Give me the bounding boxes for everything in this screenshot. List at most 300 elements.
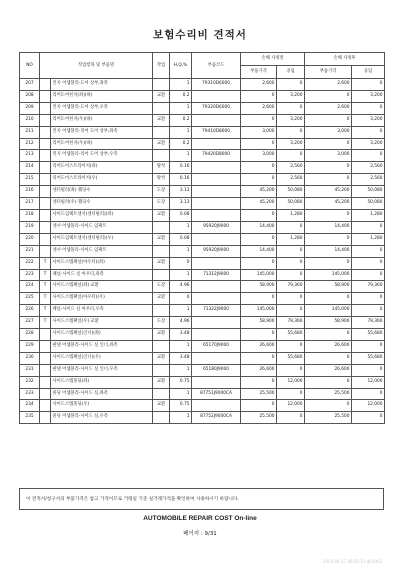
row-item: 리어도어힌지(우)(하) — [51, 114, 153, 126]
row-no: 213 — [20, 150, 40, 162]
row-flag — [40, 126, 51, 138]
price-notice: 이 견적서/청구서의 부품가격은 참고 가격이므로 거래일 기준 실거래가격을 확인하여 사용하시기 바랍니다. — [19, 488, 384, 510]
row-item: 사이드임팩트센서(센터필러)(우) — [51, 233, 153, 245]
row-parts-after: 0 — [305, 400, 352, 412]
header-no: NO — [20, 53, 40, 79]
row-code — [192, 186, 241, 198]
row-labor-before: 0 — [277, 388, 305, 400]
row-parts-before: 0 — [241, 329, 277, 341]
table-row — [20, 317, 385, 329]
row-work: 탈착 — [153, 174, 170, 186]
row-code — [192, 90, 241, 102]
row-no: 209 — [20, 102, 40, 114]
table-row — [20, 79, 385, 91]
row-labor-after: 0 — [352, 102, 385, 114]
row-code — [192, 352, 241, 364]
row-item: 패널-사이드 실 아우터,좌측 — [51, 269, 153, 281]
row-labor-before: 0 — [277, 340, 305, 352]
row-labor-after: 12,000 — [352, 400, 385, 412]
row-work — [153, 388, 170, 400]
row-code: 79320D6000 — [192, 102, 241, 114]
row-labor-after: 50,080 — [352, 198, 385, 210]
table-row — [20, 388, 385, 400]
row-flag — [40, 198, 51, 210]
row-qty: 0.08 — [170, 209, 192, 221]
row-labor-after: 0 — [352, 305, 385, 317]
row-no: 232 — [20, 376, 40, 388]
row-item: 리어도어힌지(우)(하) — [51, 138, 153, 150]
row-labor-before: 55,680 — [277, 352, 305, 364]
row-qty: 1 — [170, 269, 192, 281]
row-no: 233 — [20, 388, 40, 400]
row-no: 234 — [20, 400, 40, 412]
row-parts-after: 25,500 — [305, 412, 352, 424]
row-labor-after: 79,360 — [352, 281, 385, 293]
row-no: 221 — [20, 245, 40, 257]
row-flag: T — [40, 269, 51, 281]
row-flag — [40, 114, 51, 126]
row-parts-after: 0 — [305, 114, 352, 126]
row-labor-after: 3,200 — [352, 138, 385, 150]
row-labor-before: 12,000 — [277, 400, 305, 412]
row-parts-before: 26,600 — [241, 364, 277, 376]
row-parts-before: 26,600 — [241, 340, 277, 352]
header-after-adjust: 손해 사정후 — [305, 53, 385, 66]
row-qty: 4.96 — [170, 281, 192, 293]
row-parts-before: 14,400 — [241, 245, 277, 257]
row-parts-before: 0 — [241, 174, 277, 186]
row-labor-after: 0 — [352, 412, 385, 424]
row-flag — [40, 174, 51, 186]
table-row — [20, 305, 385, 317]
row-work — [153, 126, 170, 138]
row-work: 도장 — [153, 281, 170, 293]
row-qty: 0.2 — [170, 138, 192, 150]
row-qty: 3.48 — [170, 329, 192, 341]
row-parts-after: 0 — [305, 90, 352, 102]
row-code — [192, 138, 241, 150]
row-labor-after: 1,280 — [352, 209, 385, 221]
row-flag — [40, 352, 51, 364]
row-code — [192, 376, 241, 388]
row-labor-after: 79,360 — [352, 317, 385, 329]
row-work: 교환 — [153, 376, 170, 388]
table-row — [20, 245, 385, 257]
row-no: 229 — [20, 340, 40, 352]
row-flag — [40, 412, 51, 424]
row-labor-after: 55,680 — [352, 329, 385, 341]
row-labor-before: 2,560 — [277, 162, 305, 174]
row-flag — [40, 233, 51, 245]
row-flag — [40, 186, 51, 198]
row-parts-after: 3,000 — [305, 126, 352, 138]
row-item: 린지 어셈블리-리어 도어 상부,우측 — [51, 150, 153, 162]
row-labor-after: 0 — [352, 126, 385, 138]
row-parts-after: 25,500 — [305, 388, 352, 400]
table-row — [20, 412, 385, 424]
row-parts-after: 0 — [305, 162, 352, 174]
row-flag — [40, 138, 51, 150]
row-no: 214 — [20, 162, 40, 174]
row-labor-after: 1,280 — [352, 233, 385, 245]
row-parts-after: 0 — [305, 352, 352, 364]
row-parts-after: 26,600 — [305, 340, 352, 352]
row-labor-before: 0 — [277, 257, 305, 269]
row-parts-after: 0 — [305, 376, 352, 388]
row-flag — [40, 90, 51, 102]
row-qty: 0.2 — [170, 114, 192, 126]
row-item: 몰딩 어셈블리-사이드 실,좌측 — [51, 388, 153, 400]
table-row — [20, 233, 385, 245]
row-work — [153, 102, 170, 114]
row-parts-before: 0 — [241, 233, 277, 245]
row-labor-before: 0 — [277, 293, 305, 305]
table-row — [20, 376, 385, 388]
row-code — [192, 400, 241, 412]
row-parts-before: 0 — [241, 209, 277, 221]
row-flag — [40, 102, 51, 114]
row-parts-before: 3,000 — [241, 126, 277, 138]
row-work: 교환 — [153, 233, 170, 245]
row-qty: 1 — [170, 412, 192, 424]
row-item: 리어도어힌지(좌)(하) — [51, 90, 153, 102]
row-no: 207 — [20, 79, 40, 91]
header-labor-after: 공임 — [352, 66, 385, 79]
row-flag: T — [40, 281, 51, 293]
row-no: 212 — [20, 138, 40, 150]
row-labor-after: 2,560 — [352, 174, 385, 186]
row-item: 린지 어셈블리-도어 상부,좌측 — [51, 79, 153, 91]
row-parts-before: 0 — [241, 257, 277, 269]
row-item: 사이드스텝몰딩(우) — [51, 400, 153, 412]
row-labor-after: 3,200 — [352, 90, 385, 102]
row-labor-after: 12,000 — [352, 376, 385, 388]
row-item: 사이드스텝패널(좌) 교환 — [51, 281, 153, 293]
row-labor-before: 0 — [277, 269, 305, 281]
row-parts-after: 2,600 — [305, 79, 352, 91]
row-parts-after: 145,000 — [305, 305, 352, 317]
estimate-table — [19, 52, 385, 424]
row-labor-before: 0 — [277, 305, 305, 317]
row-work: 교환 — [153, 90, 170, 102]
table-row — [20, 209, 385, 221]
row-labor-before: 0 — [277, 364, 305, 376]
row-qty: 1 — [170, 305, 192, 317]
row-parts-before: 3,000 — [241, 150, 277, 162]
header-item: 작업항목 및 부품명 — [40, 53, 153, 79]
row-item: 린지 어셈블리-도어 상부,우측 — [51, 102, 153, 114]
row-labor-after: 0 — [352, 150, 385, 162]
row-code — [192, 233, 241, 245]
row-flag — [40, 340, 51, 352]
row-no: 226 — [20, 305, 40, 317]
row-labor-after: 0 — [352, 257, 385, 269]
row-code — [192, 209, 241, 221]
row-parts-after: 45,200 — [305, 198, 352, 210]
row-parts-before: 0 — [241, 138, 277, 150]
header-parts-price-after: 부품가격 — [305, 66, 352, 79]
row-item: 사이드스텝몰딩(좌) — [51, 376, 153, 388]
row-qty: 1 — [170, 245, 192, 257]
row-flag — [40, 388, 51, 400]
page-number: 페이지 : 9/31 — [183, 531, 217, 537]
row-parts-before: 0 — [241, 162, 277, 174]
row-item: 사이드스텝패널(인너)(좌) — [51, 329, 153, 341]
header-before-adjust: 손해 사정전 — [241, 53, 305, 66]
table-row — [20, 269, 385, 281]
row-parts-after: 58,900 — [305, 317, 352, 329]
row-work — [153, 412, 170, 424]
table-row — [20, 162, 385, 174]
table-row — [20, 114, 385, 126]
row-labor-before: 1,280 — [277, 233, 305, 245]
row-parts-before: 2,600 — [241, 79, 277, 91]
row-qty: 1 — [170, 126, 192, 138]
row-parts-after: 58,900 — [305, 281, 352, 293]
row-flag — [40, 376, 51, 388]
row-labor-before: 79,360 — [277, 317, 305, 329]
row-code: 71312J9000 — [192, 269, 241, 281]
row-labor-before: 12,000 — [277, 376, 305, 388]
row-code: 79310D6000 — [192, 79, 241, 91]
row-parts-before: 58,900 — [241, 281, 277, 293]
row-labor-before: 55,680 — [277, 329, 305, 341]
row-code — [192, 162, 241, 174]
row-code — [192, 257, 241, 269]
table-row — [20, 400, 385, 412]
row-flag — [40, 79, 51, 91]
row-labor-after: 3,200 — [352, 114, 385, 126]
row-code: 79420D8000 — [192, 150, 241, 162]
row-parts-before: 25,500 — [241, 388, 277, 400]
row-work — [153, 305, 170, 317]
table-row — [20, 102, 385, 114]
row-qty: 0.75 — [170, 376, 192, 388]
row-code: 95920J9000 — [192, 245, 241, 257]
row-parts-after: 0 — [305, 257, 352, 269]
table-row — [20, 138, 385, 150]
row-qty: 1 — [170, 221, 192, 233]
row-flag: T — [40, 257, 51, 269]
row-work: 교환 — [153, 114, 170, 126]
row-labor-before: 0 — [277, 79, 305, 91]
row-item: 패널-사이드 실 아우터,우측 — [51, 305, 153, 317]
row-parts-before: 0 — [241, 293, 277, 305]
row-code: 79410D8000 — [192, 126, 241, 138]
row-parts-before: 25,500 — [241, 412, 277, 424]
row-parts-after: 14,400 — [305, 245, 352, 257]
row-item: 판넬 어셈블리-사이드 실 인너,우측 — [51, 364, 153, 376]
table-row — [20, 293, 385, 305]
header-code: 부품코드 — [192, 53, 241, 79]
row-parts-before: 58,900 — [241, 317, 277, 329]
row-code: 71322J9000 — [192, 305, 241, 317]
row-parts-after: 2,600 — [305, 102, 352, 114]
row-item: 리어도어스트라이커(우) — [51, 174, 153, 186]
row-work: 교환 — [153, 293, 170, 305]
row-no: 225 — [20, 293, 40, 305]
row-item: 센터필러(좌) 웰딩수 — [51, 186, 153, 198]
row-qty: 4.96 — [170, 317, 192, 329]
row-no: 208 — [20, 90, 40, 102]
row-work: 교환 — [153, 257, 170, 269]
row-work — [153, 150, 170, 162]
row-parts-before: 0 — [241, 352, 277, 364]
row-parts-after: 0 — [305, 138, 352, 150]
row-parts-after: 0 — [305, 174, 352, 186]
table-row — [20, 364, 385, 376]
row-labor-before: 3,200 — [277, 114, 305, 126]
row-labor-before: 50,080 — [277, 198, 305, 210]
row-no: 228 — [20, 329, 40, 341]
row-parts-before: 45,200 — [241, 198, 277, 210]
row-no: 211 — [20, 126, 40, 138]
row-code: 65170J9000 — [192, 340, 241, 352]
row-work: 교환 — [153, 400, 170, 412]
table-row — [20, 221, 385, 233]
row-code — [192, 293, 241, 305]
table-row — [20, 352, 385, 364]
row-labor-before: 0 — [277, 412, 305, 424]
row-qty: 0 — [170, 293, 192, 305]
row-item: 센서 어셈블리-사이드 임팩트 — [51, 245, 153, 257]
row-no: 227 — [20, 317, 40, 329]
row-parts-after: 0 — [305, 209, 352, 221]
row-flag — [40, 221, 51, 233]
row-qty: 1 — [170, 388, 192, 400]
row-labor-after: 0 — [352, 221, 385, 233]
row-work: 탈착 — [153, 162, 170, 174]
row-parts-before: 0 — [241, 90, 277, 102]
row-flag — [40, 162, 51, 174]
header-hqty: H,Q,% — [170, 53, 192, 79]
row-parts-after: 26,600 — [305, 364, 352, 376]
header-work: 작업 — [153, 53, 170, 79]
row-work: 도장 — [153, 186, 170, 198]
row-qty: 0.16 — [170, 162, 192, 174]
row-parts-after: 3,000 — [305, 150, 352, 162]
row-qty: 0.75 — [170, 400, 192, 412]
table-row — [20, 340, 385, 352]
row-work: 도장 — [153, 317, 170, 329]
row-code: 87751J9000CA — [192, 388, 241, 400]
table-row — [20, 90, 385, 102]
row-no: 224 — [20, 281, 40, 293]
row-parts-before: 0 — [241, 376, 277, 388]
row-labor-before: 79,360 — [277, 281, 305, 293]
row-labor-before: 50,080 — [277, 186, 305, 198]
row-labor-after: 55,680 — [352, 352, 385, 364]
row-labor-before: 0 — [277, 102, 305, 114]
row-qty: 3.13 — [170, 186, 192, 198]
row-code — [192, 174, 241, 186]
header-parts-price-before: 부품가격 — [241, 66, 277, 79]
table-row — [20, 257, 385, 269]
row-item: 사이드스텝패널(우) 교환 — [51, 317, 153, 329]
row-code: 87752J9000CA — [192, 412, 241, 424]
row-labor-before: 3,200 — [277, 138, 305, 150]
row-qty: 3.13 — [170, 198, 192, 210]
row-work — [153, 245, 170, 257]
row-qty: 1 — [170, 364, 192, 376]
row-flag: T — [40, 293, 51, 305]
row-no: 220 — [20, 233, 40, 245]
row-labor-before: 0 — [277, 221, 305, 233]
row-labor-after: 0 — [352, 364, 385, 376]
row-parts-before: 45,200 — [241, 186, 277, 198]
row-qty: 0.16 — [170, 174, 192, 186]
row-flag — [40, 150, 51, 162]
row-parts-before: 2,600 — [241, 102, 277, 114]
header-labor-before: 공임 — [277, 66, 305, 79]
row-item: 판넬 어셈블리-사이드 실 인너,좌측 — [51, 340, 153, 352]
document-title: 보험수리비 견적서 — [153, 29, 247, 41]
row-parts-after: 45,200 — [305, 186, 352, 198]
table-row — [20, 150, 385, 162]
row-no: 215 — [20, 174, 40, 186]
row-no: 218 — [20, 209, 40, 221]
row-no: 223 — [20, 269, 40, 281]
row-item: 몰딩 어셈블리-사이드 실,우측 — [51, 412, 153, 424]
row-work: 교환 — [153, 209, 170, 221]
table-row — [20, 198, 385, 210]
row-no: 230 — [20, 352, 40, 364]
row-labor-before: 1,280 — [277, 209, 305, 221]
row-no: 216 — [20, 186, 40, 198]
row-labor-before: 0 — [277, 126, 305, 138]
row-work: 교환 — [153, 138, 170, 150]
row-labor-after: 0 — [352, 340, 385, 352]
row-qty: 3.48 — [170, 352, 192, 364]
row-parts-before: 145,000 — [241, 269, 277, 281]
row-labor-before: 0 — [277, 245, 305, 257]
table-row — [20, 126, 385, 138]
row-item: 리어도어스트라이커(좌) — [51, 162, 153, 174]
row-qty: 0 — [170, 257, 192, 269]
row-parts-after: 0 — [305, 329, 352, 341]
row-labor-before: 3,200 — [277, 90, 305, 102]
row-qty: 1 — [170, 79, 192, 91]
row-flag — [40, 245, 51, 257]
row-parts-before: 0 — [241, 114, 277, 126]
estimate-rows — [20, 79, 385, 424]
table-row — [20, 174, 385, 186]
row-labor-after: 0 — [352, 388, 385, 400]
row-item: 린지 어셈블리-리어 도어 상부,좌측 — [51, 126, 153, 138]
table-row — [20, 186, 385, 198]
row-work: 도장 — [153, 198, 170, 210]
row-labor-after: 0 — [352, 245, 385, 257]
row-item: 사이드스텝패널(아우터)(우) — [51, 293, 153, 305]
row-no: 231 — [20, 364, 40, 376]
row-parts-after: 0 — [305, 233, 352, 245]
row-flag — [40, 400, 51, 412]
row-qty: 1 — [170, 102, 192, 114]
row-qty: 1 — [170, 340, 192, 352]
row-code: 65180J9000 — [192, 364, 241, 376]
row-parts-before: 0 — [241, 400, 277, 412]
row-labor-before: 2,560 — [277, 174, 305, 186]
row-work — [153, 364, 170, 376]
row-work: 교환 — [153, 329, 170, 341]
row-work — [153, 269, 170, 281]
row-item: 센서 어셈블리-사이드 임팩트 — [51, 221, 153, 233]
row-qty: 0.08 — [170, 233, 192, 245]
row-item: 사이드스텝패널(인너)(우) — [51, 352, 153, 364]
row-code — [192, 281, 241, 293]
row-labor-before: 0 — [277, 150, 305, 162]
row-code — [192, 198, 241, 210]
